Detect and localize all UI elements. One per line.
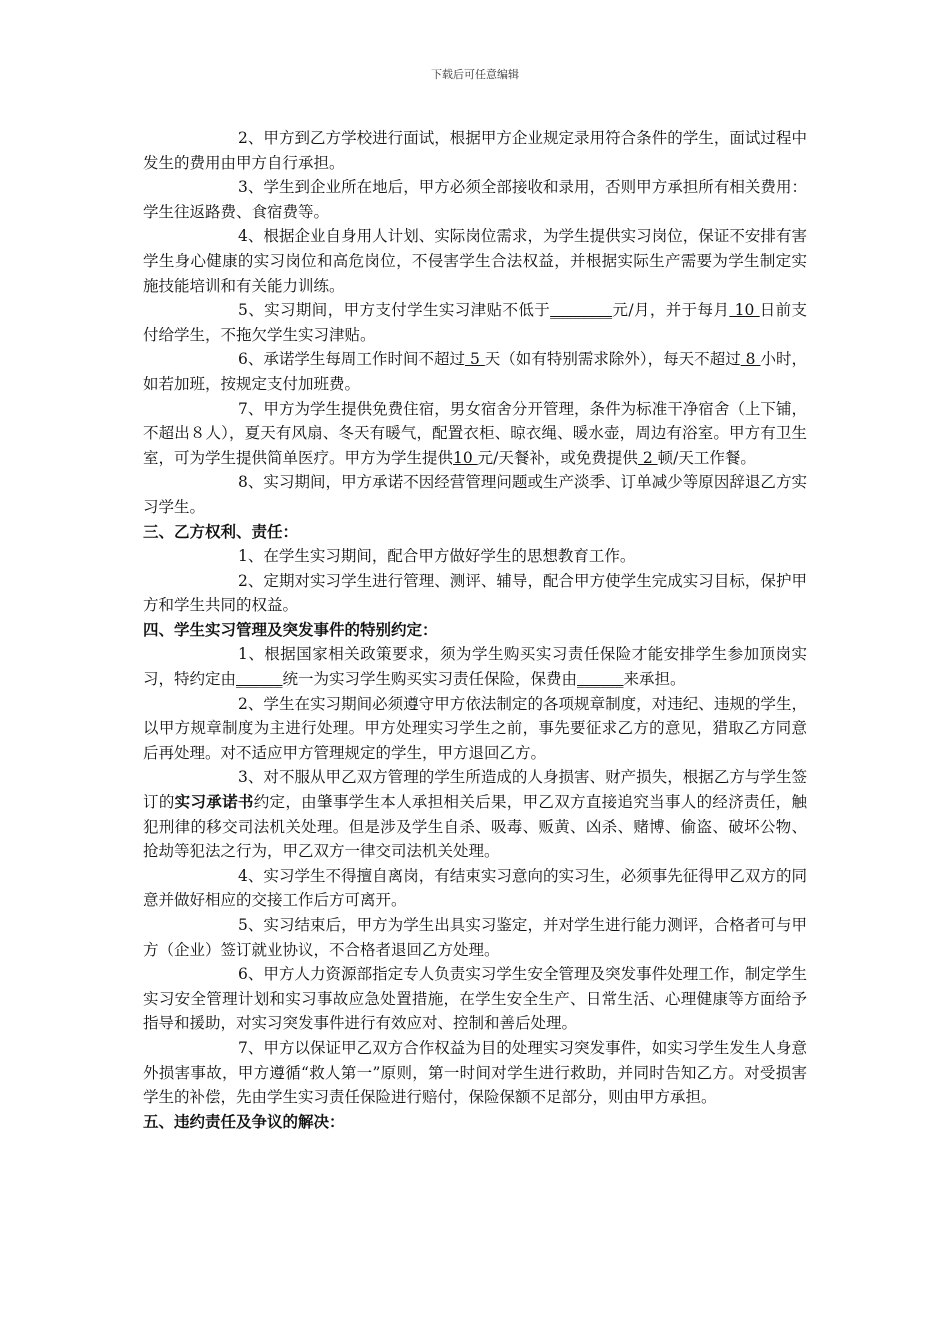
clause-text: 顿/天工作餐。 — [657, 448, 756, 467]
clause-4-5: 5、实习结束后，甲方为学生出具实习鉴定，并对学生进行能力测评，合格者可与甲方（企业）签订就业协议，不合格者退回乙方处理。 — [143, 916, 807, 959]
clause-2-5 — [143, 298, 807, 347]
clause-3-2: 2、定期对实习学生进行管理、测评、辅导，配合甲方使学生完成实习目标，保护甲方和学生共同的权益。 — [143, 571, 807, 615]
clause-2-7 — [143, 397, 807, 471]
clause-text: 元/天餐补，或免费提供 — [477, 448, 638, 467]
clause-3-1: 1、在学生实习期间，配合甲方做好学生的思想教育工作。 — [238, 547, 636, 566]
page-header: 下载后可任意编辑 — [431, 68, 519, 81]
clause-text: 3、对不服从甲乙双方管理的学生所造成的人身损害、财产损失，根据乙方与学生签订的 — [143, 768, 807, 812]
clause-text: 统一为实习学生购买实习责任保险，保费由 — [282, 670, 578, 689]
clause-4-2: 2、学生在实习期间必须遵守甲方依法制定的各项规章制度，对违纪、违规的学生，以甲方规章制度为主进行处理。甲方处理实习学生之前，事先要征求乙方的意见，猎取乙方同意后再处理。对不适应甲方管理规定的学生，甲方退回乙方。 — [143, 694, 807, 762]
clause-4-1 — [143, 642, 807, 691]
insurance-buyer-blank: ______ — [236, 670, 283, 689]
clause-text: 来承担。 — [623, 670, 686, 689]
premium-payer-blank: ______ — [577, 670, 624, 689]
clause-4-3 — [143, 765, 807, 863]
meal-count-value: 2 — [637, 448, 658, 467]
pay-day-value: 10 — [729, 301, 760, 320]
clause-4-7: 7、甲方以保证甲乙双方合作权益为目的处理实习突发事件，如实习学生发生人身意外损害事故，甲方遵循“救人第一”原则，第一时间对学生进行救助，并同时告知乙方。对受损害学生的补偿，先由学生实习责任保险进行赔付，保险保额不足部分，则由甲方承担。 — [143, 1038, 807, 1107]
clause-text: 约定，由肇事学生本人承担相关后果，甲乙双方直接追究当事人的经济责任，触犯刑律的移交司法机关处理。但是涉及学生自杀、吸毒、贩黄、凶杀、赌博、偷盗、破坏公物、抢劫等犯法之行为，甲乙双方一律交司法机关处理。 — [143, 793, 807, 861]
document-body — [143, 126, 807, 1134]
clause-text: 元/月，并于每月 — [612, 301, 730, 320]
clause-text: 小时，如若加班，按规定支付加班费。 — [143, 350, 807, 393]
clause-2-3: 3、学生到企业所在地后，甲方必须全部接收和录用，否则甲方承担所有相关费用：学生往返路费、食宿费等。 — [143, 178, 807, 221]
clause-text: 天（如有特别需求除外），每天不超过 — [484, 350, 741, 369]
clause-text: 5、实习期间，甲方支付学生实习津贴不低于 — [238, 301, 551, 320]
section-4-title: 四、学生实习管理及突发事件的特别约定： — [143, 619, 438, 639]
clause-text: 1、根据国家相关政策要求，须为学生购买实习责任保险才能安排学生参加顶岗实习，特约定由 — [143, 645, 807, 689]
clause-2-6 — [143, 347, 807, 396]
section-3-title: 三、乙方权利、责任： — [143, 521, 299, 541]
clause-2-8: 8、实习期间，甲方承诺不因经营管理问题或生产淡季、订单减少等原因辞退乙方实习学生。 — [143, 473, 807, 516]
clause-text: 7、甲方为学生提供免费住宿，男女宿舍分开管理，条件为标准干净宿舍（上下铺，不超出８人），夏天有风扇、冬天有暖气，配置衣柜、晾衣绳、暖水壶，周边有浴室。甲方有卫生室，可为学生提供简单医疗。甲方为学生提供 — [143, 399, 807, 467]
work-days-value: 5 — [465, 350, 485, 369]
clause-2-4: 4、根据企业自身用人计划、实际岗位需求，为学生提供实习岗位，保证不安排有害学生身心健康的实习岗位和高危岗位，不侵害学生合法权益，并根据实际生产需要为学生制定实施技能培训和有关能力训练。 — [143, 227, 807, 295]
allowance-blank: ________ — [550, 301, 613, 320]
clause-4-6: 6、甲方人力资源部指定专人负责实习学生安全管理及突发事件处理工作，制定学生实习安全管理计划和实习事故应急处置措施，在学生安全生产、日常生活、心理健康等方面给予指导和援助，对实习突发事件进行有效应对、控制和善后处理。 — [143, 965, 807, 1033]
section-5-title: 五、违约责任及争议的解决： — [143, 1111, 345, 1131]
work-hours-value: 8 — [740, 350, 761, 369]
clause-text: 6、承诺学生每周工作时间不超过 — [238, 350, 466, 369]
clause-text: 日前支付给学生，不拖欠学生实习津贴。 — [143, 301, 807, 344]
commitment-letter-term: 实习承诺书 — [174, 792, 254, 812]
clause-4-4: 4、实习学生不得擅自离岗，有结束实习意向的实习生，必须事先征得甲乙双方的同意并做好相应的交接工作后方可离开。 — [143, 866, 807, 910]
clause-2-2: 2、甲方到乙方学校进行面试，根据甲方企业规定录用符合条件的学生，面试过程中发生的费用由甲方自行承担。 — [143, 129, 807, 172]
meal-allowance-value: 10 — [453, 448, 478, 467]
